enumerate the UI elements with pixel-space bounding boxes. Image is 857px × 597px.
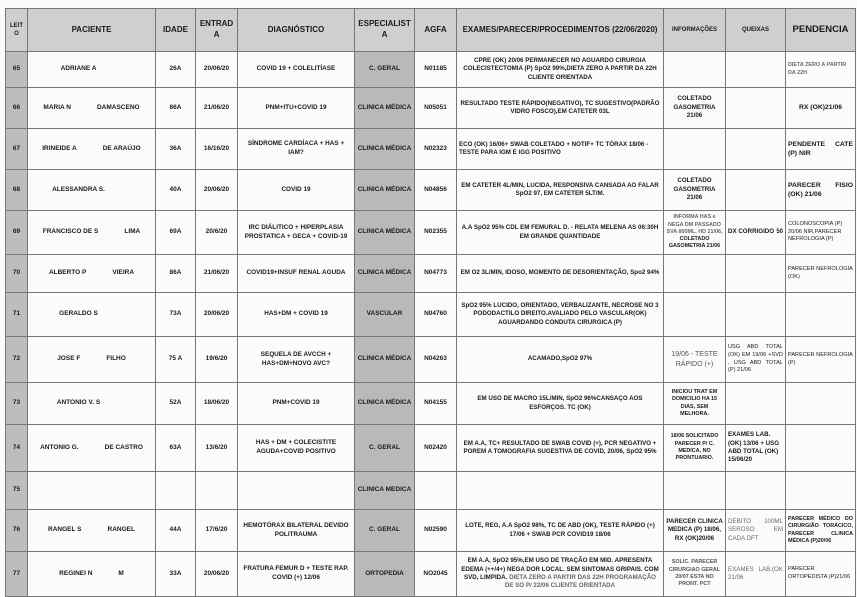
cell-especialista: C. GERAL (355, 425, 415, 472)
table-row (6, 552, 856, 597)
cell-exames: RESULTADO TESTE RÁPIDO(NEGATIVO), TC SUGESTIVO(PADRÃO VIDRO FOSCO),EM CATETER 03L (457, 88, 664, 129)
cell-queixas (726, 255, 786, 293)
col-header-pendencia: PENDENCIA (786, 9, 856, 52)
cell-entrada: 19/6/20 (196, 337, 238, 383)
cell-informacoes (664, 211, 726, 255)
cell-idade: 52A (156, 383, 196, 425)
cell-pendencia: PARECER MÉDICO DO CIRURGIÃO TORÁCICO, PARECER CLINICA MÉDICA (P)20/06 (786, 510, 856, 552)
exames-text: EM A.A, SpO2 95%,EM USO DE TRAÇÃO EM MID. APRESENTA EDEMA (++/4+) NEGA DOR LOCAL. SEM SINTOMAS GRIPAIS. COM SVD, LIMPIDA. (461, 557, 659, 581)
cell-idade: 86A (156, 88, 196, 129)
cell-diagnostico: COVID19+INSUF RENAL AGUDA (238, 255, 355, 293)
cell-entrada: 20/06/20 (196, 52, 238, 88)
cell-exames: EM USO DE MACRO 15L/MIN, SpO2 96%CANSAÇO AOS ESFORÇOS. TC (OK) (457, 383, 664, 425)
patient-first-name: RANGEL S (48, 526, 82, 534)
cell-leito: 65 (6, 52, 28, 88)
patient-first-name: ANTONIO V. S (56, 399, 101, 407)
col-header-diagnostico: DIAGNÓSTICO (238, 9, 355, 52)
cell-idade: 86A (156, 255, 196, 293)
cell-leito: 77 (6, 552, 28, 597)
cell-paciente (28, 129, 156, 170)
cell-agfa: N04856 (415, 170, 457, 211)
cell-agfa: N02355 (415, 211, 457, 255)
patient-first-name: ALESSANDRA S. (52, 185, 105, 193)
cell-queixas (726, 170, 786, 211)
cell-pendencia: PARECER FISIO (OK) 21/06 (786, 170, 856, 211)
cell-leito: 68 (6, 170, 28, 211)
cell-entrada: 18/06/20 (196, 383, 238, 425)
cell-especialista: CLINICA MÉDICA (355, 255, 415, 293)
cell-paciente (28, 383, 156, 425)
cell-especialista: ORTOPEDIA (355, 552, 415, 597)
cell-informacoes (664, 293, 726, 337)
cell-queixas (726, 129, 786, 170)
cell-leito: 69 (6, 211, 28, 255)
col-header-exames: EXAMES/PARECER/PROCEDIMENTOS (22/06/2020) (457, 9, 664, 52)
cell-entrada: 16/16/20 (196, 129, 238, 170)
cell-paciente (28, 293, 156, 337)
cell-especialista: C. GERAL (355, 52, 415, 88)
cell-exames: CPRE (OK) 20/06 PERMANECER NO AGUARDO CIRURGIA COLECISTECTOMIA (P) SpO2 99%,DIETA ZERO A PARTIR DA 22H CLIENTE ORIENTADA (457, 52, 664, 88)
cell-leito: 73 (6, 383, 28, 425)
cell-informacoes: 18/06 SOLICITADO PARECER P/ C. MEDICA, NO PRONTUARIO. (664, 425, 726, 472)
patient-first-name: ADRIANE A (60, 65, 97, 73)
patient-first-name: MARIA N (43, 103, 71, 111)
cell-leito: 75 (6, 472, 28, 510)
cell-informacoes: INICIOU TRAT EM DOMICILIO HA 15 DIAS, SEM MELHORA. (664, 383, 726, 425)
cell-diagnostico: SÍNDROME CARDÍACA + HAS + IAM? (238, 129, 355, 170)
table-row (6, 170, 856, 211)
cell-informacoes (664, 52, 726, 88)
cell-idade: 44A (156, 510, 196, 552)
cell-agfa: NO2045 (415, 552, 457, 597)
cell-especialista: CLINICA MEDICA (355, 472, 415, 510)
cell-agfa: N04263 (415, 337, 457, 383)
table-row (6, 510, 856, 552)
cell-pendencia: DIETA ZERO A PARTIR DA 22H (786, 52, 856, 88)
cell-leito: 70 (6, 255, 28, 293)
cell-especialista: CLINICA MÉDICA (355, 383, 415, 425)
cell-agfa (415, 472, 457, 510)
cell-idade: 40A (156, 170, 196, 211)
cell-queixas (726, 88, 786, 129)
patient-surname: M (118, 569, 124, 577)
cell-exames: EM CATETER 4L/MIN, LUCIDA, RESPONSIVA CANSADA AO FALAR SpO2 97, EM CATETER 5LT/M. (457, 170, 664, 211)
cell-entrada: 21/06/20 (196, 88, 238, 129)
cell-paciente (28, 337, 156, 383)
cell-agfa: N02590 (415, 510, 457, 552)
col-header-idade: IDADE (156, 9, 196, 52)
cell-exames: ECO (OK) 16/06+ SWAB COLETADO + NOTIF+ TC TÓRAX 18/06 - TESTE PARA IGM E IGG POSITIVO (457, 129, 664, 170)
cell-queixas (726, 472, 786, 510)
cell-idade: 33A (156, 552, 196, 597)
queixas-extra: 50 (776, 229, 783, 236)
table-row (6, 88, 856, 129)
cell-exames: EM O2 3L/MIN, IDOSO, MOMENTO DE DESORIENTAÇÃO, Spo2 94% (457, 255, 664, 293)
cell-diagnostico: SEQUELA DE AVCCH + HAS+DM+NOVO AVC? (238, 337, 355, 383)
cell-diagnostico: COVID 19 + COLELITÍASE (238, 52, 355, 88)
cell-queixas (726, 293, 786, 337)
col-header-especialista: ESPECIALISTA (355, 9, 415, 52)
cell-exames (457, 472, 664, 510)
cell-informacoes (664, 472, 726, 510)
cell-diagnostico: COVID 19 (238, 170, 355, 211)
cell-agfa: N01185 (415, 52, 457, 88)
cell-especialista: CLINICA MÉDICA (355, 170, 415, 211)
cell-pendencia: PARECER NEFROLOGIA (OK) (786, 255, 856, 293)
cell-informacoes (664, 255, 726, 293)
cell-exames: SpO2 95% LUCIDO, ORIENTADO, VERBALIZANTE, NECROSE NO 3 PODODACTILO DIREITO.AVALIADO PELO VASCULAR(OK) AGUARDANDO CONDUTA CIRURGICA (P) (457, 293, 664, 337)
cell-pendencia (786, 472, 856, 510)
cell-informacoes: SOLIC. PARECER CIRURGIAO GERAL 20/07 ESTA NO PRONT. PCT (664, 552, 726, 597)
cell-exames: A.A SpO2 95% CDL EM FEMURAL D. - RELATA MELENA AS 06:30H EM GRANDE QUANTIDADE (457, 211, 664, 255)
queixas-text: DX CORRIGIDO (728, 228, 775, 236)
cell-queixas (726, 52, 786, 88)
cell-pendencia: PARECER NEFROLOGIA (P) (786, 337, 856, 383)
cell-pendencia: COLONOSCOPIA (P) 20/06 NIR,PARECER NEFROLOGIA (P) (786, 211, 856, 255)
cell-exames: EM A.A, TC+ RESULTADO DE SWAB COVID (+), PCR NEGATIVO + POREM A TOMOGRAFIA SUGESTIVA DE COVID, 20/06, SpO2 95% (457, 425, 664, 472)
cell-queixas: EXAMES LAB. (OK) 13/06 + USG ABD TOTAL (OK) 15/06/20 (726, 425, 786, 472)
cell-leito: 76 (6, 510, 28, 552)
cell-agfa: N02323 (415, 129, 457, 170)
cell-paciente (28, 425, 156, 472)
cell-paciente (28, 552, 156, 597)
table-row (6, 52, 856, 88)
cell-exames (457, 552, 664, 597)
cell-idade: 73A (156, 293, 196, 337)
patient-surname: DE ARAÚJO (102, 144, 141, 152)
col-header-informacoes: INFORMAÇÕES (664, 9, 726, 52)
patient-first-name: REGINEI N (59, 569, 93, 577)
cell-informacoes: PARECER CLINICA MEDICA (P) 18/06, RX (OK)20/06 (664, 510, 726, 552)
cell-idade: 63A (156, 425, 196, 472)
informacoes-text-secondary: COLETADO GASOMETRIA 21/06 (668, 236, 721, 250)
table-row (6, 211, 856, 255)
cell-entrada: 13/6/20 (196, 425, 238, 472)
table-row (6, 129, 856, 170)
patient-first-name: JOSE F (57, 355, 81, 363)
patient-census-table (5, 8, 856, 597)
cell-leito: 72 (6, 337, 28, 383)
cell-agfa: N04760 (415, 293, 457, 337)
cell-queixas: USG ABD TOTAL (OK) EM 19/06 +SVD , USG ABD TOTAL (P) 21/06 (726, 337, 786, 383)
patient-surname: LIMA (124, 228, 141, 236)
cell-idade: 26A (156, 52, 196, 88)
col-header-entrada: ENTRADA (196, 9, 238, 52)
cell-leito: 71 (6, 293, 28, 337)
cell-entrada: 20/06/20 (196, 170, 238, 211)
cell-idade (156, 472, 196, 510)
cell-diagnostico: HAS+DM + COVID 19 (238, 293, 355, 337)
cell-especialista: CLINICA MÉDICA (355, 88, 415, 129)
col-header-leito: LEITO (6, 9, 28, 52)
cell-especialista: VASCULAR (355, 293, 415, 337)
cell-entrada: 20/06/20 (196, 552, 238, 597)
cell-pendencia: PENDENTE CATE (P) NIR (786, 129, 856, 170)
cell-paciente (28, 255, 156, 293)
cell-idade: 69A (156, 211, 196, 255)
cell-informacoes: COLETADO GASOMETRIA 21/06 (664, 88, 726, 129)
cell-pendencia (786, 383, 856, 425)
cell-informacoes: 19/06 - TESTE RÁPIDO (+) (664, 337, 726, 383)
cell-paciente (28, 510, 156, 552)
cell-especialista: C. GERAL (355, 510, 415, 552)
cell-especialista: CLINICA MÉDICA (355, 129, 415, 170)
cell-leito: 66 (6, 88, 28, 129)
col-header-queixas: QUEIXAS (726, 9, 786, 52)
cell-agfa: N04155 (415, 383, 457, 425)
cell-paciente (28, 211, 156, 255)
col-header-paciente: PACIENTE (28, 9, 156, 52)
table-row (6, 337, 856, 383)
cell-entrada: 20/6/20 (196, 211, 238, 255)
exames-text-secondary: DIETA ZERO A PARTIR DAS 22H PROGRAMAÇÃO DE SO P/ 22/06 CLIENTE ORIENTADA (504, 574, 656, 590)
patient-first-name: IRINEIDE A (42, 144, 77, 152)
cell-entrada: 17/6/20 (196, 510, 238, 552)
cell-agfa: N05051 (415, 88, 457, 129)
table-row (6, 293, 856, 337)
cell-diagnostico: HAS + DM + COLECISTITE AGUDA+COVID POSITIVO (238, 425, 355, 472)
cell-diagnostico (238, 472, 355, 510)
cell-queixas: EXAMES LAB.(OK 21/06 (726, 552, 786, 597)
cell-exames: ACAMADO,SpO2 97% (457, 337, 664, 383)
cell-pendencia (786, 293, 856, 337)
col-header-agfa: AGFA (415, 9, 457, 52)
patient-first-name: FRANCISCO DE S (42, 228, 99, 236)
cell-leito: 74 (6, 425, 28, 472)
cell-diagnostico: FRATURA FEMUR D + TESTE RAP. COVID (+) 12/06 (238, 552, 355, 597)
cell-queixas: DEBITO 100ML SEROSO EM CADA DFT (726, 510, 786, 552)
cell-entrada: 21/06/20 (196, 255, 238, 293)
cell-paciente (28, 52, 156, 88)
patient-surname: DAMASCENO (96, 103, 140, 111)
cell-idade: 36A (156, 129, 196, 170)
patient-surname: FILHO (106, 355, 126, 363)
cell-entrada (196, 472, 238, 510)
cell-agfa: N02420 (415, 425, 457, 472)
patient-first-name: GERALDO S (59, 310, 98, 318)
cell-queixas (726, 211, 786, 255)
patient-surname: RANGEL (107, 526, 135, 534)
cell-especialista: CLINICA MÉDICA (355, 337, 415, 383)
cell-paciente (28, 88, 156, 129)
patient-first-name: ANTONIO G. (40, 443, 79, 451)
cell-diagnostico: PNM+COVID 19 (238, 383, 355, 425)
cell-paciente (28, 472, 156, 510)
cell-idade: 75 A (156, 337, 196, 383)
patient-first-name: ALBERTO P (48, 269, 87, 277)
patient-surname: DE CASTRO (104, 443, 143, 451)
cell-queixas (726, 383, 786, 425)
cell-agfa: N04773 (415, 255, 457, 293)
cell-pendencia: PARECER ORTOPEDISTA (P)21/06 (786, 552, 856, 597)
patient-surname: VIEIRA (112, 269, 135, 277)
cell-pendencia: RX (OK)21/06 (786, 88, 856, 129)
table-row (6, 383, 856, 425)
table-row (6, 425, 856, 472)
cell-especialista: CLINICA MÉDICA (355, 211, 415, 255)
cell-diagnostico: IRC DIÁLITICO + HIPERPLASIA PROSTATICA + GECA + COVID-19 (238, 211, 355, 255)
header-row (6, 9, 856, 52)
table-row (6, 255, 856, 293)
cell-diagnostico: PNM+ITU+COVID 19 (238, 88, 355, 129)
cell-diagnostico: HEMOTÓRAX BILATERAL DEVIDO POLITRAUMA (238, 510, 355, 552)
informacoes-text: INFORMA HAS e NEGA DM PASSADO SVA 800ML, HD 21/06, (666, 214, 723, 235)
table-row (6, 472, 856, 510)
cell-informacoes: COLETADO GASOMETRIA 21/06 (664, 170, 726, 211)
cell-paciente (28, 170, 156, 211)
cell-pendencia (786, 425, 856, 472)
cell-leito: 67 (6, 129, 28, 170)
cell-entrada: 20/06/20 (196, 293, 238, 337)
cell-exames: LOTE, REG, A.A SpO2 98%, TC DE ABD (OK), TESTE RÁPIDO (+) 17/06 + SWAB PCR COVID19 18/06 (457, 510, 664, 552)
cell-informacoes (664, 129, 726, 170)
